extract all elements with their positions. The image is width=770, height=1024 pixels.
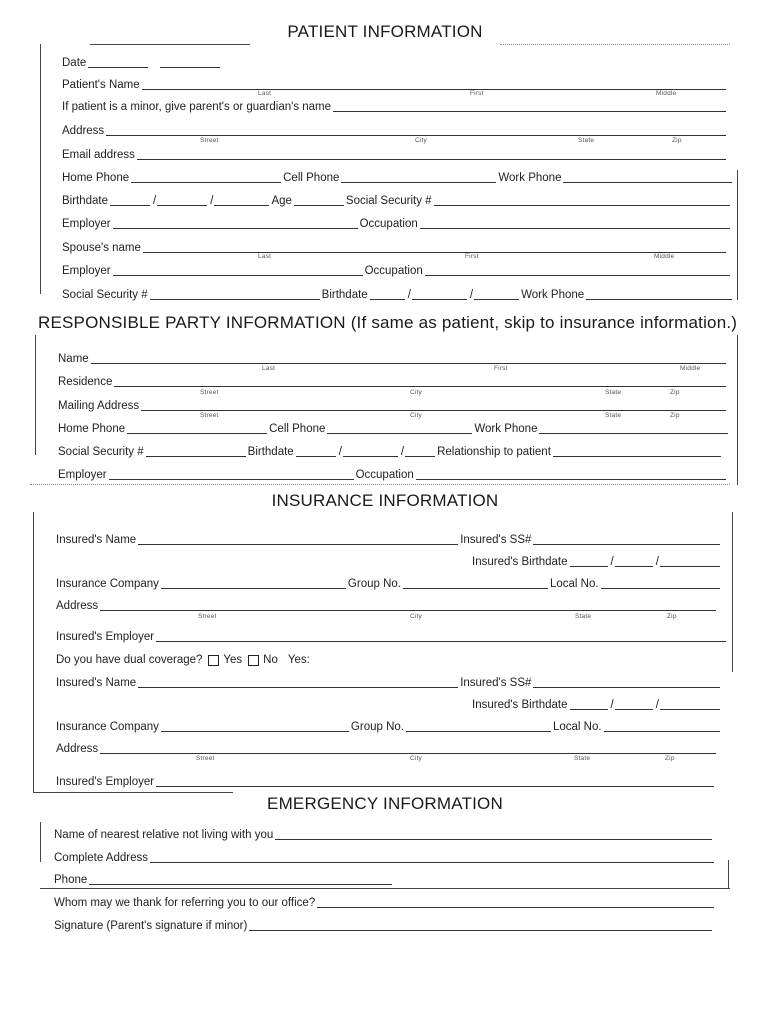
insurance-address2-field[interactable] [100,741,716,754]
insured-ss2-field[interactable] [533,675,720,688]
insurance-company-field[interactable] [161,576,346,589]
dual-coverage-row [56,651,456,667]
insured-employer2-label: Insured's Employer [56,776,155,788]
occupation-label: Occupation [359,218,418,230]
complete-address-label: Complete Address [54,852,148,864]
spouse-birthdate-year-field[interactable] [474,287,519,300]
date-field-1[interactable] [88,55,148,68]
signature-row [54,917,714,933]
responsible-employer-label: Employer [58,469,107,481]
employer-field[interactable] [113,216,358,229]
group-label: Group No. [347,578,401,590]
patient-name-first-hint: First [470,90,484,97]
insured-birthdate-year-field[interactable] [660,554,720,567]
birthdate-year-field[interactable] [214,193,269,206]
ssn-label: Social Security # [345,195,432,207]
insured-birthdate2-month-field[interactable] [570,697,608,710]
spouse-name-field[interactable] [143,240,726,253]
dual-yes-colon-label: Yes: [287,654,310,666]
responsible-middle-hint: Middle [680,365,701,372]
insurance-address-state-hint: State [575,613,592,620]
home-phone-label: Home Phone [62,172,130,184]
spouse-ssn-field[interactable] [150,287,320,300]
relative-row [54,826,714,842]
insurance-address2-state-hint: State [574,755,591,762]
frame-left-emergency [40,822,41,862]
frame-right-emergency [728,860,729,888]
residence-city-hint: City [410,389,422,396]
mailing-state-hint: State [605,412,622,419]
spouse-last-hint: Last [258,253,272,260]
guardian-row [62,98,728,114]
local2-field[interactable] [604,719,720,732]
insured-ss2-label: Insured's SS# [460,677,532,689]
header-rule-left [90,44,250,45]
birthdate-label: Birthdate [62,195,109,207]
responsible-cell-phone-label: Cell Phone [269,423,326,435]
section-rule-responsible [30,484,730,485]
responsible-occupation-label: Occupation [355,469,414,481]
relative-field[interactable] [275,827,712,840]
responsible-last-hint: Last [262,365,276,372]
responsible-section-title: RESPONSIBLE PARTY INFORMATION (If same as patient, skip to insurance information.) [38,313,738,332]
patient-address-zip-hint: Zip [672,137,682,144]
employer-row [62,215,732,231]
frame-bottom-insurance [33,792,233,793]
age-field[interactable] [294,193,344,206]
dual-yes-checkbox[interactable] [208,655,219,666]
insured-ss-label: Insured's SS# [460,534,532,546]
mailing-row [58,397,728,413]
email-field[interactable] [137,147,726,160]
responsible-ssn-row: Social Security # Birthdate / / Relationship to patient [58,443,723,459]
residence-street-hint: Street [200,389,219,396]
emergency-phone-label: Phone [54,874,88,886]
emergency-phone-field[interactable] [89,872,392,885]
insured-birthdate-label: Insured's Birthdate [472,556,568,568]
date-label: Date [62,57,87,69]
responsible-ssn-label: Social Security # [58,446,144,458]
responsible-birthdate-day-field[interactable] [343,444,398,457]
birthdate-day-field[interactable] [157,193,207,206]
patient-name-field[interactable] [142,77,726,90]
responsible-employer-field[interactable] [109,467,354,480]
responsible-name-label: Name [58,353,89,365]
dual-yes-label: Yes [223,654,243,666]
insured-birthdate2-label: Insured's Birthdate [472,699,568,711]
guardian-label: If patient is a minor, give parent's or guardian's name [62,101,332,113]
insurance-address2-city-hint: City [410,755,422,762]
frame-left-patient [40,44,41,294]
insured-employer2-row [56,773,716,789]
spouse-name-row [62,239,728,255]
spouse-ssn-label: Social Security # [62,289,148,301]
spouse-birthdate-day-field[interactable] [412,287,467,300]
insured-birthdate-month-field[interactable] [570,554,608,567]
group2-label: Group No. [350,721,404,733]
insurance-company-label: Insurance Company [56,578,159,590]
mailing-label: Mailing Address [58,400,140,412]
insured-ss-field[interactable] [533,532,720,545]
age-label: Age [271,195,292,207]
mailing-zip-hint: Zip [670,412,680,419]
patient-phones-row [62,169,734,185]
responsible-name-row [58,350,728,366]
dual-no-label: No [263,654,278,666]
spouse-employer-field[interactable] [113,263,363,276]
frame-left-responsible [35,335,36,455]
patient-address-field[interactable] [106,123,726,136]
residence-label: Residence [58,376,113,388]
patient-name-row [62,76,728,92]
birthdate-row: Birthdate / / Age Social Security # [62,192,732,208]
patient-name-middle-hint: Middle [656,90,677,97]
frame-left-insurance [33,512,34,792]
ssn-field[interactable] [434,193,730,206]
insurance-address-field[interactable] [100,598,716,611]
responsible-employer-row [58,466,728,482]
responsible-cell-phone-field[interactable] [327,421,472,434]
patient-section-title: PATIENT INFORMATION [287,22,483,41]
email-row [62,146,728,162]
spouse-work-phone-label: Work Phone [521,289,585,301]
date-field-2[interactable] [160,55,220,68]
patient-address-state-hint: State [578,137,595,144]
work-phone-label: Work Phone [498,172,562,184]
residence-row [58,373,728,389]
residence-zip-hint: Zip [670,389,680,396]
date-row [62,54,252,70]
insured-name2-label: Insured's Name [56,677,137,689]
relative-label: Name of nearest relative not living with you [54,829,274,841]
insurance-address2-row [56,740,718,756]
spouse-name-label: Spouse's name [62,242,141,254]
insured-name-field[interactable] [138,532,458,545]
group-field[interactable] [403,576,548,589]
responsible-birthdate-year-field[interactable] [405,444,435,457]
cell-phone-field[interactable] [341,170,496,183]
signature-field[interactable] [249,918,712,931]
responsible-birthdate-label: Birthdate [247,446,294,458]
mailing-city-hint: City [410,412,422,419]
occupation-field[interactable] [420,216,730,229]
insurance-address-row [56,597,718,613]
responsible-name-field[interactable] [91,351,726,364]
responsible-ssn-field[interactable] [146,444,246,457]
spouse-birthdate-label: Birthdate [321,289,368,301]
frame-bottom-emergency [40,888,730,889]
home-phone-field[interactable] [131,170,281,183]
insured-name2-field[interactable] [138,675,458,688]
insured-employer2-field[interactable] [156,774,714,787]
patient-address-street-hint: Street [200,137,219,144]
insurance-company2-row [56,718,722,734]
responsible-work-phone-label: Work Phone [474,423,538,435]
patient-address-label: Address [62,125,105,137]
insurance-company2-label: Insurance Company [56,721,159,733]
birthdate-month-field[interactable] [110,193,150,206]
complete-address-field[interactable] [150,850,714,863]
responsible-first-hint: First [494,365,508,372]
insurance-company-row [56,575,722,591]
referral-label: Whom may we thank for referring you to our office? [54,897,316,909]
spouse-occupation-field[interactable] [425,263,730,276]
referral-field[interactable] [317,895,714,908]
insurance-company2-field[interactable] [161,719,349,732]
responsible-home-phone-label: Home Phone [58,423,126,435]
guardian-field[interactable] [333,99,726,112]
frame-right-responsible [737,335,738,485]
spouse-first-hint: First [465,253,479,260]
spouse-occupation-label: Occupation [364,265,423,277]
insurance-address-zip-hint: Zip [667,613,677,620]
responsible-home-phone-field[interactable] [127,421,267,434]
insurance-section-title: INSURANCE INFORMATION [271,491,499,510]
spouse-ssn-row: Social Security # Birthdate / / Work Phone [62,286,734,302]
insured-name-row [56,531,722,547]
patient-address-city-hint: City [415,137,427,144]
insured-name2-row [56,674,722,690]
insured-birthdate2-row: Insured's Birthdate / / [472,696,722,712]
work-phone-field[interactable] [563,170,732,183]
responsible-work-phone-field[interactable] [539,421,728,434]
emergency-phone-row [54,871,394,887]
local-field[interactable] [601,576,720,589]
local-label: Local No. [549,578,599,590]
relationship-field[interactable] [553,444,721,457]
group2-field[interactable] [406,719,551,732]
referral-row [54,894,716,910]
responsible-occupation-field[interactable] [416,467,726,480]
email-label: Email address [62,149,135,161]
responsible-birthdate-month-field[interactable] [296,444,336,457]
complete-address-row [54,849,716,865]
insurance-address-city-hint: City [410,613,422,620]
spouse-employer-label: Employer [62,265,111,277]
insured-birthdate2-day-field[interactable] [615,697,653,710]
insured-name-label: Insured's Name [56,534,137,546]
signature-label: Signature (Parent's signature if minor) [54,920,248,932]
responsible-phones-row [58,420,730,436]
patient-name-last-hint: Last [258,90,272,97]
mailing-street-hint: Street [200,412,219,419]
spouse-middle-hint: Middle [654,253,675,260]
dual-coverage-label: Do you have dual coverage? [56,654,203,666]
mailing-field[interactable] [141,398,726,411]
frame-right-insurance [732,512,733,672]
patient-address-row [62,122,728,138]
insured-employer-label: Insured's Employer [56,631,155,643]
insurance-address-street-hint: Street [198,613,217,620]
insured-birthdate-row: Insured's Birthdate / / [472,553,722,569]
cell-phone-label: Cell Phone [283,172,340,184]
residence-state-hint: State [605,389,622,396]
spouse-birthdate-month-field[interactable] [370,287,405,300]
relationship-label: Relationship to patient [437,446,551,458]
patient-name-label: Patient's Name [62,79,140,91]
insurance-address2-zip-hint: Zip [665,755,675,762]
residence-field[interactable] [114,374,726,387]
insured-employer-field[interactable] [156,629,726,642]
insured-birthdate2-year-field[interactable] [660,697,720,710]
insured-birthdate-day-field[interactable] [615,554,653,567]
dual-no-checkbox[interactable] [248,655,259,666]
employer-label: Employer [62,218,111,230]
insurance-address-label: Address [56,600,99,612]
insurance-address2-label: Address [56,743,99,755]
header-rule-right [500,44,730,45]
insured-employer-row [56,628,728,644]
frame-right-patient [737,170,738,300]
spouse-work-phone-field[interactable] [586,287,732,300]
insurance-address2-street-hint: Street [196,755,215,762]
spouse-employer-row [62,262,732,278]
emergency-section-title: EMERGENCY INFORMATION [267,794,503,813]
local2-label: Local No. [552,721,602,733]
